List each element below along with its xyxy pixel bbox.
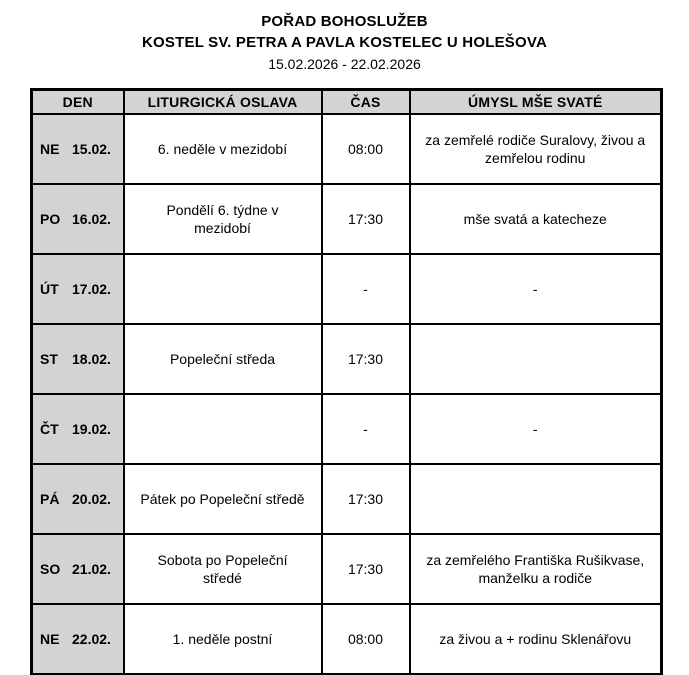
intention-cell: za zemřelého Františka Rušikvase, manželku a rodiče — [410, 534, 662, 604]
day-cell — [32, 604, 124, 675]
time-cell: 17:30 — [322, 534, 410, 604]
table-row — [32, 534, 662, 604]
intention-cell — [410, 324, 662, 394]
day-cell — [32, 184, 124, 254]
day-date: 18.02. — [72, 351, 111, 367]
celebration-cell: 1. neděle postní — [124, 604, 322, 675]
column-header-0: DEN — [32, 90, 124, 115]
day-date: 20.02. — [72, 491, 111, 507]
document-header — [0, 0, 689, 75]
intention-cell: - — [410, 254, 662, 324]
celebration-cell: Pondělí 6. týdne v mezidobí — [124, 184, 322, 254]
intention-cell: za živou a + rodinu Sklenářovu — [410, 604, 662, 675]
day-cell — [32, 394, 124, 464]
day-abbr: ST — [40, 351, 58, 367]
day-date: 16.02. — [72, 211, 111, 227]
church-name: KOSTEL SV. PETRA A PAVLA KOSTELEC U HOLEŠOVA — [142, 34, 547, 51]
day-cell — [32, 324, 124, 394]
time-cell: - — [322, 394, 410, 464]
celebration-cell — [124, 254, 322, 324]
column-header-2: ČAS — [322, 90, 410, 115]
celebration-cell: Popeleční středa — [124, 324, 322, 394]
time-cell: 17:30 — [322, 324, 410, 394]
time-cell: 17:30 — [322, 184, 410, 254]
intention-cell — [410, 464, 662, 534]
intention-cell: mše svatá a katecheze — [410, 184, 662, 254]
table-row — [32, 394, 662, 464]
table-row — [32, 114, 662, 184]
time-cell: - — [322, 254, 410, 324]
table-row — [32, 604, 662, 675]
table-row — [32, 464, 662, 534]
schedule-table — [30, 88, 663, 675]
day-abbr: ÚT — [40, 281, 59, 297]
table-row — [32, 184, 662, 254]
table-row — [32, 324, 662, 394]
day-cell — [32, 464, 124, 534]
column-header-1: LITURGICKÁ OSLAVA — [124, 90, 322, 115]
day-abbr: PÁ — [40, 491, 60, 507]
intention-cell: - — [410, 394, 662, 464]
day-date: 17.02. — [72, 281, 111, 297]
celebration-cell — [124, 394, 322, 464]
celebration-cell: 6. neděle v mezidobí — [124, 114, 322, 184]
day-abbr: SO — [40, 561, 61, 577]
day-date: 21.02. — [72, 561, 111, 577]
time-cell: 08:00 — [322, 604, 410, 675]
day-cell — [32, 114, 124, 184]
document-title: POŘAD BOHOSLUŽEB — [261, 13, 428, 30]
day-date: 15.02. — [72, 141, 111, 157]
day-date: 19.02. — [72, 421, 111, 437]
table-header-row — [32, 90, 662, 115]
day-cell — [32, 534, 124, 604]
time-cell: 17:30 — [322, 464, 410, 534]
column-header-3: ÚMYSL MŠE SVATÉ — [410, 90, 662, 115]
time-cell: 08:00 — [322, 114, 410, 184]
day-date: 22.02. — [72, 631, 111, 647]
celebration-cell: Pátek po Popeleční středě — [124, 464, 322, 534]
celebration-cell: Sobota po Popeleční středé — [124, 534, 322, 604]
date-range: 15.02.2026 - 22.02.2026 — [268, 56, 421, 72]
day-abbr: NE — [40, 141, 60, 157]
intention-cell: za zemřelé rodiče Suralovy, živou a zemřelou rodinu — [410, 114, 662, 184]
day-abbr: NE — [40, 631, 60, 647]
day-abbr: ČT — [40, 421, 59, 437]
table-row — [32, 254, 662, 324]
day-cell — [32, 254, 124, 324]
day-abbr: PO — [40, 211, 61, 227]
